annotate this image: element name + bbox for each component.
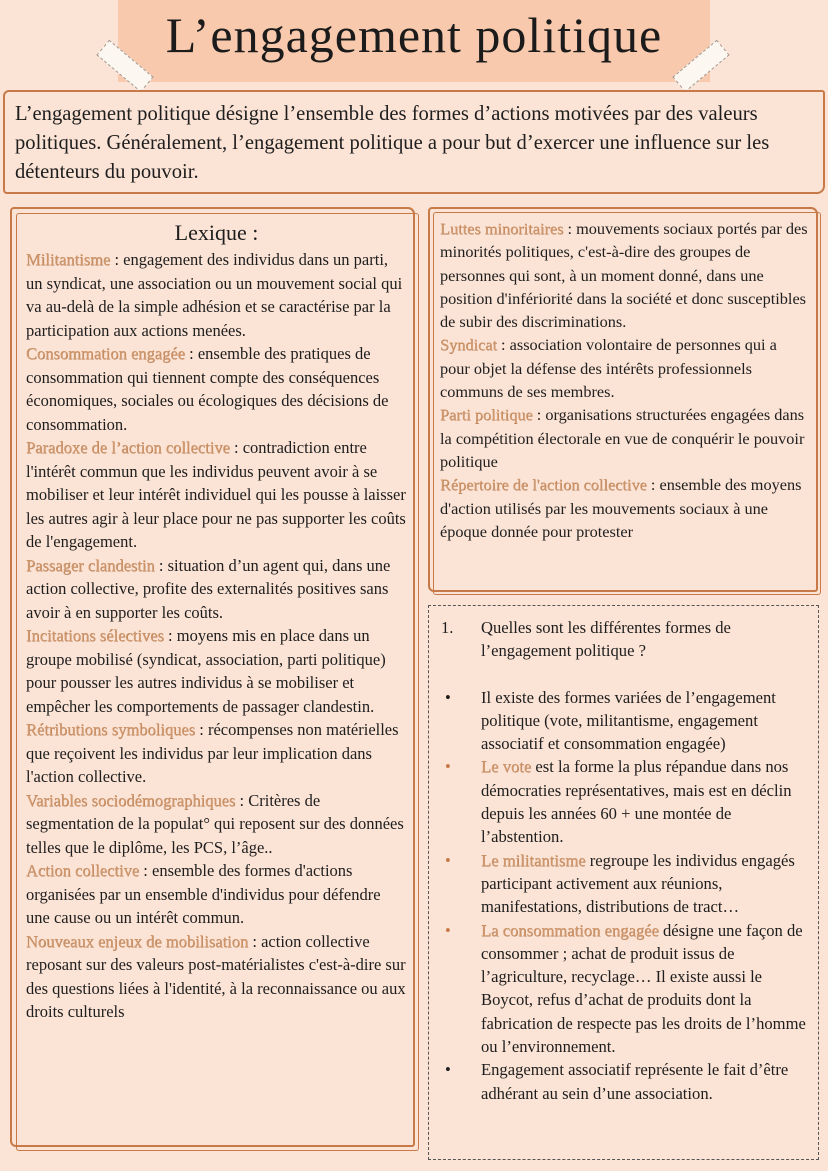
lexique-entry [26, 859, 407, 930]
bullet-text [481, 849, 808, 919]
answer-bullet [441, 755, 808, 848]
lexique-definition: : récompenses non matérielles que reçoivent les individus par leur implication dans l'action collective. [26, 720, 399, 786]
lexique-definition: : ensemble des formes d'actions organisées par un ensemble d'individus pour défendre une cause ou un intérêt commun. [26, 861, 381, 927]
bullet-text [481, 755, 808, 848]
bullet-body: Engagement associatif représente le fait d’être adhérant au sein d’une association. [481, 1060, 789, 1103]
lexique-term: Nouveaux enjeux de mobilisation [26, 931, 249, 951]
lexique-definition: : Critères de segmentation de la populat° qui reposent sur des données telles que le diplôme, les PCS, l’âge.. [26, 790, 404, 857]
definition-entry [440, 333, 810, 403]
answer-bullet [441, 919, 808, 1059]
lexique-entry [26, 789, 407, 860]
bullet-highlight: La consommation engagée [481, 920, 659, 940]
bullet-text [481, 686, 808, 756]
intro-box [3, 90, 825, 194]
bullet-text [481, 919, 808, 1059]
definition-text: : mouvements sociaux portés par des minorités politiques, c'est-à-dire des groupes de personnes qui sont, à un moment donné, dans une position d'infériorité dans la société et donc susceptibles de subir des discriminations. [440, 219, 808, 332]
bullet-body: Il existe des formes variées de l’engagement politique (vote, militantisme, engagement associatif et consommation engagée) [481, 687, 776, 754]
definitions-box [428, 207, 818, 592]
bullet-highlight: Le militantisme [481, 850, 586, 870]
lexique-definition: : moyens mis en place dans un groupe mobilisé (syndicat, association, parti politique) pour pousser les autres individus à se mobiliser et empêcher les comportements de passager clandestin. [26, 626, 386, 716]
lexique-entry [26, 248, 407, 342]
definition-term: Syndicat [440, 335, 497, 355]
intro-text: L’engagement politique désigne l’ensemble des formes d’actions motivées par des valeurs politiques. Généralement, l’engagement politique a pour but d’exercer une influence sur les détenteurs du pouvoir. [15, 103, 770, 183]
definition-entry [440, 473, 810, 543]
question-row [441, 616, 808, 663]
lexique-entry [26, 342, 407, 436]
lexique-entry [26, 624, 407, 718]
lexique-entry [26, 930, 407, 1024]
lexique-heading: Lexique : [174, 220, 259, 245]
lexique-term: Variables sociodémographiques [26, 790, 236, 810]
lexique-term: Passager clandestin [26, 555, 155, 575]
lexique-term: Rétributions symboliques [26, 720, 196, 739]
bullet-highlight: Le vote [481, 757, 532, 777]
lexique-definition: : ensemble des pratiques de consommation qui tiennent compte des conséquences économiques, sociales ou écologiques des décisions de consommation. [26, 344, 389, 434]
lexique-entry [26, 718, 407, 789]
question-number: 1. [441, 618, 454, 637]
lexique-entry [26, 436, 407, 554]
lexique-entry [26, 554, 407, 625]
question-text: Quelles sont les différentes formes de l’engagement politique ? [481, 618, 731, 661]
lexique-term: Action collective [26, 861, 140, 880]
answer-bullet [441, 686, 808, 756]
definition-term: Répertoire de l'action collective [440, 475, 647, 495]
lexique-term: Militantisme [26, 250, 111, 269]
definition-text: : organisations structurées engagées dans la compétition électorale en vue de conquérir le pouvoir politique [440, 405, 805, 471]
bullet-body: regroupe les individus engagés participant activement aux réunions, manifestations, distributions de tract… [481, 850, 795, 917]
bullet-dot: • [445, 757, 451, 777]
bullet-body: est la forme la plus répandue dans nos démocraties représentatives, mais est en déclin depuis les années 60 + une montée de l’abstention. [481, 757, 792, 847]
answer-bullet [441, 1058, 808, 1105]
bullet-body: désigne une façon de consommer ; achat de produit issus de l’agriculture, recyclage… Il existe aussi le Boycot, refus d’achat de produits dont la fabrication de respecte pas les droits de l’homme ou l’environnement. [481, 920, 806, 1057]
definition-text: : ensemble des moyens d'action utilisés par les mouvements sociaux à une époque donnée pour protester [440, 475, 802, 541]
bullet-dot: • [445, 850, 451, 870]
definition-text: : association volontaire de personnes qui a pour objet la défense des intérêts professionnels communs de ses membres. [440, 335, 777, 402]
definition-term: Luttes minoritaires [440, 219, 564, 238]
lexique-definition: : situation d’un agent qui, dans une action collective, profite des externalités positives sans avoir à en supporter les coûts. [26, 555, 391, 622]
lexique-definition: : action collective reposant sur des valeurs post-matérialistes c'est-à-dire sur des questions liées à l'identité, à la reconnaissance ou aux droits culturels [26, 931, 406, 1021]
lexique-definition: : contradiction entre l'intérêt commun que les individus peuvent avoir à se mobiliser et leur intérêt individuel qui les pousse à laisser les autres agir à leur place pour ne pas supporter les coûts de l'engagement. [26, 438, 406, 551]
bullet-dot: • [445, 920, 451, 940]
definition-entry [440, 403, 810, 473]
definition-entry [440, 217, 810, 333]
lexique-term: Incitations sélectives [26, 626, 164, 645]
bullet-dot: • [445, 687, 451, 707]
bullet-dot: • [445, 1060, 451, 1080]
lexique-definition: : engagement des individus dans un parti, un syndicat, une association ou un mouvement social qui va au-delà de la simple adhésion et se caractérise par la participation aux actions menées. [26, 250, 403, 340]
lexique-box [10, 207, 415, 1147]
page-title: L’engagement politique [165, 7, 663, 63]
answer-bullet [441, 849, 808, 919]
lexique-term: Consommation engagée [26, 344, 186, 363]
question-box [428, 605, 819, 1160]
bullet-text [481, 1058, 808, 1105]
lexique-term: Paradoxe de l’action collective [26, 438, 230, 457]
definition-term: Parti politique [440, 405, 533, 425]
